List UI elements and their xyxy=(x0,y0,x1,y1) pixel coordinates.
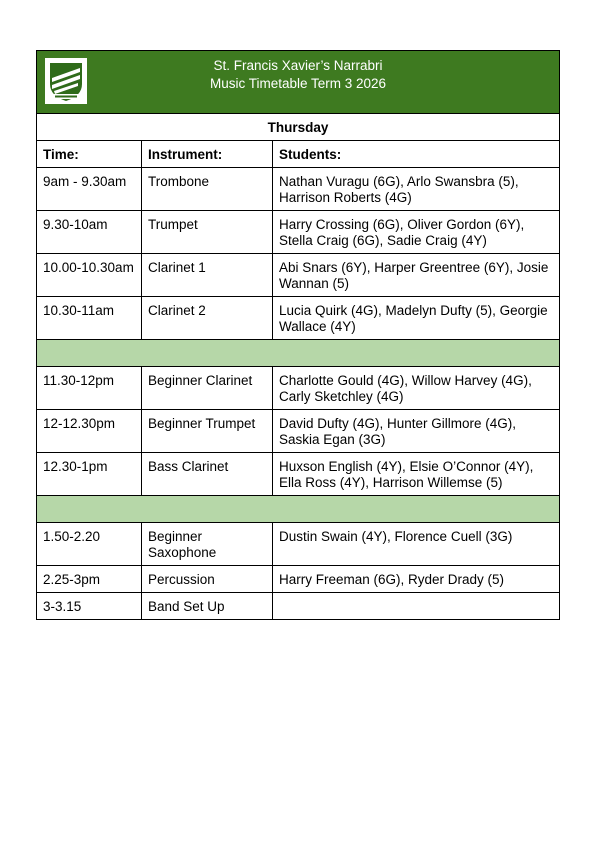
lesson-students: David Dufty (4G), Hunter Gillmore (4G), Saskia Egan (3G) xyxy=(273,410,560,453)
lesson-instrument: Bass Clarinet xyxy=(142,453,273,496)
lesson-instrument: Percussion xyxy=(142,566,273,593)
lesson-time: 9am - 9.30am xyxy=(37,168,142,211)
day-heading: Thursday xyxy=(37,114,560,141)
lesson-row xyxy=(37,367,560,410)
break-cell xyxy=(37,496,560,523)
lesson-row xyxy=(37,593,560,620)
school-header xyxy=(37,51,560,114)
lesson-time: 2.25-3pm xyxy=(37,566,142,593)
lesson-row xyxy=(37,254,560,297)
lesson-time: 12-12.30pm xyxy=(37,410,142,453)
lesson-time: 3-3.15 xyxy=(37,593,142,620)
header-row xyxy=(37,51,560,114)
header-text xyxy=(37,51,559,93)
school-crest-icon xyxy=(45,58,87,104)
column-header-row xyxy=(37,141,560,168)
lesson-students: Harry Crossing (6G), Oliver Gordon (6Y), Stella Craig (6G), Sadie Craig (4Y) xyxy=(273,211,560,254)
lesson-row xyxy=(37,566,560,593)
lesson-row xyxy=(37,410,560,453)
lesson-students: Harry Freeman (6G), Ryder Drady (5) xyxy=(273,566,560,593)
lesson-row xyxy=(37,297,560,340)
lesson-time: 10.00-10.30am xyxy=(37,254,142,297)
lesson-instrument: Beginner Clarinet xyxy=(142,367,273,410)
break-row xyxy=(37,340,560,367)
lesson-instrument: Clarinet 1 xyxy=(142,254,273,297)
lesson-students: Abi Snars (6Y), Harper Greentree (6Y), Josie Wannan (5) xyxy=(273,254,560,297)
lesson-row xyxy=(37,453,560,496)
lesson-time: 9.30-10am xyxy=(37,211,142,254)
lesson-instrument: Trombone xyxy=(142,168,273,211)
lesson-students: Lucia Quirk (4G), Madelyn Dufty (5), Georgie Wallace (4Y) xyxy=(273,297,560,340)
day-row xyxy=(37,114,560,141)
school-name: St. Francis Xavier’s Narrabri xyxy=(213,58,383,73)
lesson-students: Charlotte Gould (4G), Willow Harvey (4G), Carly Sketchley (4G) xyxy=(273,367,560,410)
header-inner xyxy=(37,51,559,113)
lesson-students: Nathan Vuragu (6G), Arlo Swansbra (5), Harrison Roberts (4G) xyxy=(273,168,560,211)
lesson-time: 10.30-11am xyxy=(37,297,142,340)
lesson-time: 12.30-1pm xyxy=(37,453,142,496)
students-column-header: Students: xyxy=(273,141,560,168)
lesson-instrument: Trumpet xyxy=(142,211,273,254)
music-timetable xyxy=(36,50,560,620)
timetable-title: Music Timetable Term 3 2026 xyxy=(209,76,387,91)
lesson-instrument: Clarinet 2 xyxy=(142,297,273,340)
instrument-column-header: Instrument: xyxy=(142,141,273,168)
lesson-instrument: Beginner Trumpet xyxy=(142,410,273,453)
break-cell xyxy=(37,340,560,367)
lesson-row xyxy=(37,523,560,566)
lesson-row xyxy=(37,211,560,254)
lesson-row xyxy=(37,168,560,211)
lesson-students xyxy=(273,593,560,620)
break-row xyxy=(37,496,560,523)
timetable-body xyxy=(37,51,560,620)
lesson-time: 1.50-2.20 xyxy=(37,523,142,566)
lesson-students: Dustin Swain (4Y), Florence Cuell (3G) xyxy=(273,523,560,566)
time-column-header: Time: xyxy=(37,141,142,168)
lesson-instrument: Band Set Up xyxy=(142,593,273,620)
lesson-students: Huxson English (4Y), Elsie O’Connor (4Y), Ella Ross (4Y), Harrison Willemse (5) xyxy=(273,453,560,496)
lesson-instrument: Beginner Saxophone xyxy=(142,523,273,566)
lesson-time: 11.30-12pm xyxy=(37,367,142,410)
